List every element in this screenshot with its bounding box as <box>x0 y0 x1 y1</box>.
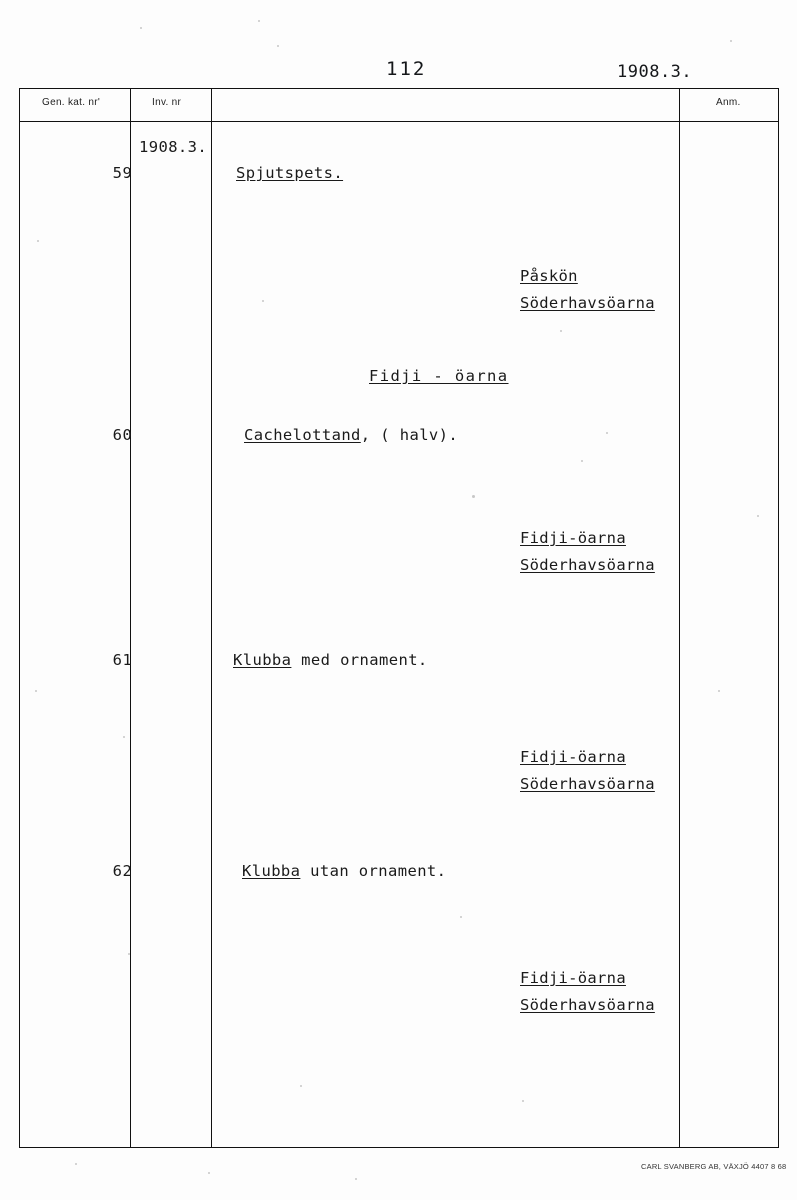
provenance-line <box>520 556 655 574</box>
table-row: 61 <box>112 651 133 669</box>
object-name <box>233 651 428 669</box>
table-column-divider-1 <box>130 89 131 1147</box>
provenance-line <box>520 775 655 793</box>
scan-speck <box>277 45 279 47</box>
object-name <box>244 426 458 444</box>
object-name-rest: , ( halv). <box>360 426 459 444</box>
scan-speck <box>730 40 732 42</box>
object-name-rest: med ornament. <box>291 651 428 669</box>
object-name-text: Klubba <box>233 651 292 669</box>
scan-speck <box>258 20 260 22</box>
provenance-note-text: Fidji - öarna <box>369 367 509 385</box>
object-name-text: Cachelottand <box>244 426 361 444</box>
table-header-divider <box>20 121 778 122</box>
object-name-text: Spjutspets. <box>236 164 344 182</box>
object-name <box>236 164 343 182</box>
provenance-text: Fidji-öarna <box>520 529 626 547</box>
scan-speck <box>208 1172 210 1174</box>
provenance-text: Påskön <box>520 267 578 285</box>
provenance-line <box>520 294 655 312</box>
page-number: 112 <box>386 58 427 80</box>
table-column-divider-2 <box>211 89 212 1147</box>
scan-speck <box>140 27 142 29</box>
provenance-text: Fidji-öarna <box>520 748 626 766</box>
column-header-inv-nr: Inv. nr <box>152 97 182 108</box>
table-column-divider-3 <box>679 89 680 1147</box>
printer-imprint: CARL SVANBERG AB, VÄXJÖ 4407 8 68 <box>641 1162 787 1171</box>
provenance-line <box>520 267 578 285</box>
scan-speck <box>75 1163 77 1165</box>
table-row: 60 <box>112 426 133 444</box>
provenance-line <box>520 529 626 547</box>
provenance-line <box>520 996 655 1014</box>
object-name-rest: utan ornament. <box>300 862 447 880</box>
provenance-line <box>520 748 626 766</box>
column-header-gen-kat: Gen. kat. nr' <box>42 97 101 108</box>
header-accession-number: 1908.3. <box>617 62 693 82</box>
catalog-table <box>19 88 779 1148</box>
provenance-text: Söderhavsöarna <box>520 294 655 312</box>
scan-speck <box>355 1178 357 1180</box>
object-name-text: Klubba <box>242 862 301 880</box>
table-row: 62 <box>112 862 133 880</box>
provenance-line <box>520 969 626 987</box>
provenance-text: Söderhavsöarna <box>520 996 655 1014</box>
accession-group-label: 1908.3. <box>139 138 208 156</box>
provenance-text: Söderhavsöarna <box>520 775 655 793</box>
provenance-note <box>369 367 509 385</box>
column-header-anm: Anm. <box>716 97 741 108</box>
table-row: 59 <box>112 164 133 182</box>
provenance-text: Fidji-öarna <box>520 969 626 987</box>
provenance-text: Söderhavsöarna <box>520 556 655 574</box>
object-name <box>242 862 446 880</box>
